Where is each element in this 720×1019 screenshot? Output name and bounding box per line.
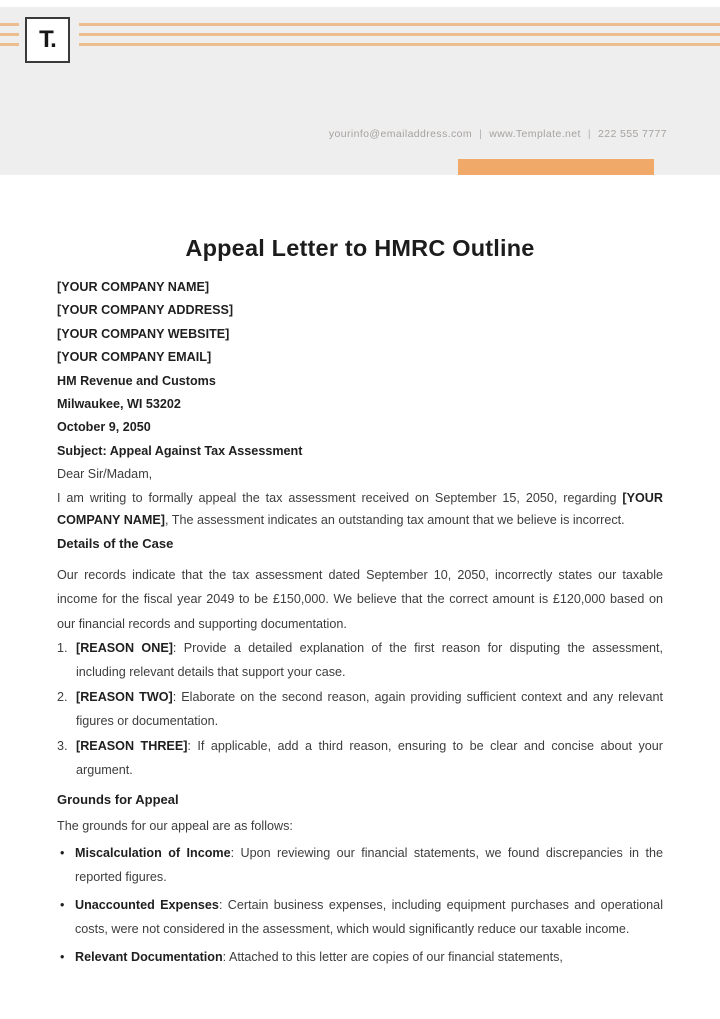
ground-label: Relevant Documentation [75,949,223,964]
contact-separator: | [587,128,591,140]
contact-phone-text: 222 555 7777 [597,128,667,140]
recipient-line: [YOUR COMPANY EMAIL] [57,350,212,365]
reason-body: : Provide a detailed explanation of the first reason for disputing the assessment, including relevant details that support your case. [76,641,663,680]
opening-text: , The assessment indicates an outstanding tax amount that we believe is incorrect. [164,513,625,528]
grounds-list [57,841,663,969]
reason-text [76,685,663,734]
brand-logo-text: T. [39,26,56,53]
recipient-line: [YOUR COMPANY NAME] [57,280,210,294]
date-line: October 9, 2050 [57,420,151,435]
grounds-heading: Grounds for Appeal [57,791,179,807]
reason-label: [REASON TWO] [76,689,173,704]
recipient-line: [YOUR COMPANY ADDRESS] [57,303,234,318]
recipient-line: [YOUR COMPANY WEBSITE] [57,326,230,341]
letterhead [0,7,720,175]
ground-label: Miscalculation of Income [75,845,231,860]
ground-item [57,893,663,942]
brand-logo [25,17,70,63]
details-paragraph: Our records indicate that the tax assessment dated September 10, 2050, incorrectly states our taxable income for the fiscal year 2049 to be £150,000. We believe that the correct amount is £120,000 based on our financial records and supporting documentation. [57,567,663,631]
reason-item [57,636,663,685]
recipient-line: HM Revenue and Customs [57,373,216,388]
ground-text [75,841,663,890]
contact-website-text: www.Template.net [489,128,581,140]
reason-body: : Elaborate on the second reason, again providing sufficient context and any relevant figures or documentation. [76,689,663,729]
grounds-intro: The grounds for our appeal are as follows: [57,818,293,833]
reason-item [57,685,663,734]
contact-info [329,128,667,140]
accent-rule-right [79,33,720,36]
accent-rule-left [0,43,19,46]
details-heading: Details of the Case [57,535,174,551]
letter-title: Appeal Letter to HMRC Outline [185,235,535,261]
list-number: 2. [57,689,68,704]
accent-bar [458,159,654,175]
ground-body: : Upon reviewing our financial statements, we found discrepancies in the reported figures. [75,845,663,885]
bullet-icon: • [60,845,65,860]
salutation: Dear Sir/Madam, [57,467,153,482]
recipient-line: Milwaukee, WI 53202 [57,397,181,412]
opening-paragraph [57,487,663,532]
ground-item [57,945,663,969]
ground-body: : Attached to this letter are copies of our financial statements, [222,949,563,964]
contact-email-text: yourinfo@emailaddress.com [328,128,473,140]
list-number: 3. [57,738,68,753]
list-number: 1. [57,641,68,656]
ground-item [57,841,663,890]
accent-rule-right [79,43,720,46]
accent-rule-left [0,33,19,36]
ground-body: : Certain business expenses, including equipment purchases and operational costs, were not considered in the assessment, which would significantly reduce our taxable income. [75,897,663,937]
accent-rule-left [0,23,19,26]
ground-label: Unaccounted Expenses [75,897,219,912]
letter-body [0,175,720,969]
accent-rule-right [79,23,720,26]
bullet-icon: • [60,949,65,964]
reason-label: [REASON ONE] [76,641,173,656]
reason-body: : If applicable, add a third reason, ensuring to be clear and concise about your argument. [76,738,664,778]
reason-text [76,636,663,685]
reason-text [76,734,663,783]
subject-line: Subject: Appeal Against Tax Assessment [57,443,303,458]
reason-label: [REASON THREE] [76,738,188,753]
contact-separator: | [479,128,483,140]
ground-text [75,945,663,969]
reason-item [57,734,663,783]
ground-text [75,893,663,942]
opening-text: I am writing to formally appeal the tax assessment received on September 15, 2050, regarding [57,490,623,505]
bullet-icon: • [60,897,65,912]
company-name-placeholder: [YOUR COMPANY NAME] [57,490,663,528]
reasons-list [57,636,663,782]
recipient-block [57,276,663,463]
